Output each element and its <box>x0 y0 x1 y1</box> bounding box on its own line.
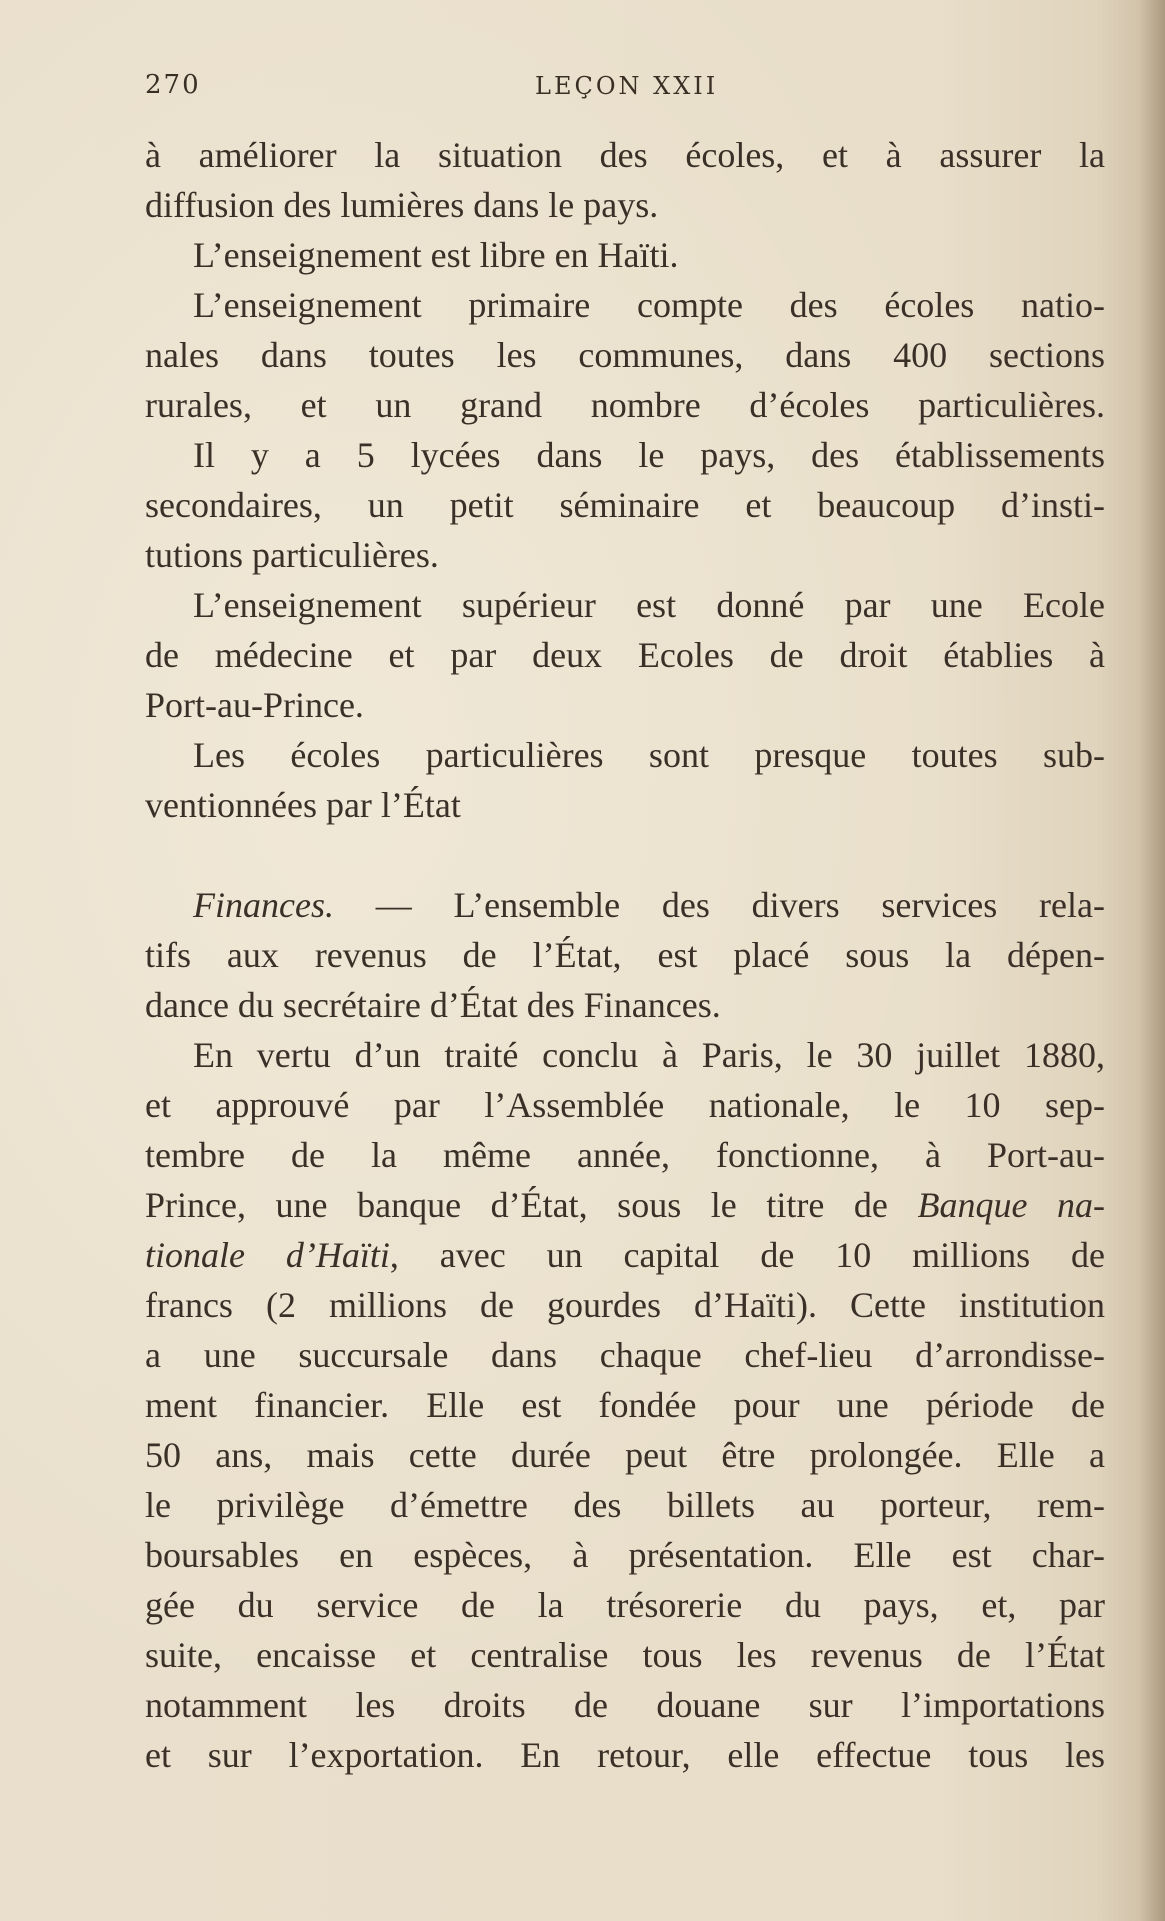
text-line <box>145 1180 1105 1230</box>
text-line: suite, encaisse et centralise tous les revenus de l’État <box>145 1635 1105 1675</box>
text-line: a une succursale dans chaque chef-lieu d’arrondisse- <box>145 1335 1105 1375</box>
text-line: dance du secrétaire d’État des Finances. <box>145 985 721 1025</box>
text-line <box>145 880 1105 930</box>
text-line: L’enseignement supérieur est donné par une Ecole <box>193 585 1105 625</box>
text-line: tifs aux revenus de l’État, est placé sous la dépen- <box>145 935 1105 975</box>
page-number: 270 <box>145 70 201 100</box>
text-line: nales dans toutes les communes, dans 400 sections <box>145 335 1105 375</box>
text-fragment: , avec un capital de 10 millions de <box>389 1235 1105 1275</box>
text-line: de médecine et par deux Ecoles de droit établies à <box>145 635 1105 675</box>
bank-name-italic: tionale d’Haïti <box>145 1235 390 1275</box>
text-line: tutions particulières. <box>145 535 439 575</box>
text-line: L’enseignement est libre en Haïti. <box>193 235 679 275</box>
text-line: secondaires, un petit séminaire et beaucoup d’insti- <box>145 485 1105 525</box>
page-edge-shadow <box>1139 0 1165 1921</box>
text-line: Les écoles particulières sont presque toutes sub- <box>193 735 1105 775</box>
paragraph-gap <box>145 830 1105 880</box>
text-fragment: — L’ensemble des divers services rela- <box>333 885 1105 925</box>
text-line: Port-au-Prince. <box>145 685 364 725</box>
page-header <box>145 70 1095 110</box>
text-fragment: Prince, une banque d’État, sous le titre de <box>145 1185 918 1225</box>
text-line: boursables en espèces, à présentation. Elle est char- <box>145 1535 1105 1575</box>
text-line: Il y a 5 lycées dans le pays, des établissements <box>193 435 1105 475</box>
text-line: rurales, et un grand nombre d’écoles particulières. <box>145 385 1105 425</box>
text-line: notamment les droits de douane sur l’importations <box>145 1685 1105 1725</box>
section-heading: Finances. <box>193 885 334 925</box>
text-line: et sur l’exportation. En retour, elle effectue tous les <box>145 1735 1105 1775</box>
text-line <box>145 1230 1105 1280</box>
text-line: tembre de la même année, fonctionne, à Port-au- <box>145 1135 1105 1175</box>
text-line: ventionnées par l’État <box>145 785 461 825</box>
text-line: 50 ans, mais cette durée peut être prolongée. Elle a <box>145 1435 1105 1475</box>
bank-name-italic: Banque na- <box>917 1185 1105 1225</box>
text-line: En vertu d’un traité conclu à Paris, le 30 juillet 1880, <box>193 1035 1105 1075</box>
text-line: à améliorer la situation des écoles, et à assurer la <box>145 135 1105 175</box>
text-line: et approuvé par l’Assemblée nationale, le 10 sep- <box>145 1085 1105 1125</box>
text-line: diffusion des lumières dans le pays. <box>145 185 659 225</box>
running-head: LEÇON XXII <box>535 72 719 100</box>
text-line: gée du service de la trésorerie du pays, et, par <box>145 1585 1105 1625</box>
text-line: ment financier. Elle est fondée pour une période de <box>145 1385 1105 1425</box>
body-text <box>145 130 1105 1780</box>
text-line: L’enseignement primaire compte des écoles natio- <box>193 285 1105 325</box>
text-line: francs (2 millions de gourdes d’Haïti). Cette institution <box>145 1285 1105 1325</box>
text-line: le privilège d’émettre des billets au porteur, rem- <box>145 1485 1105 1525</box>
